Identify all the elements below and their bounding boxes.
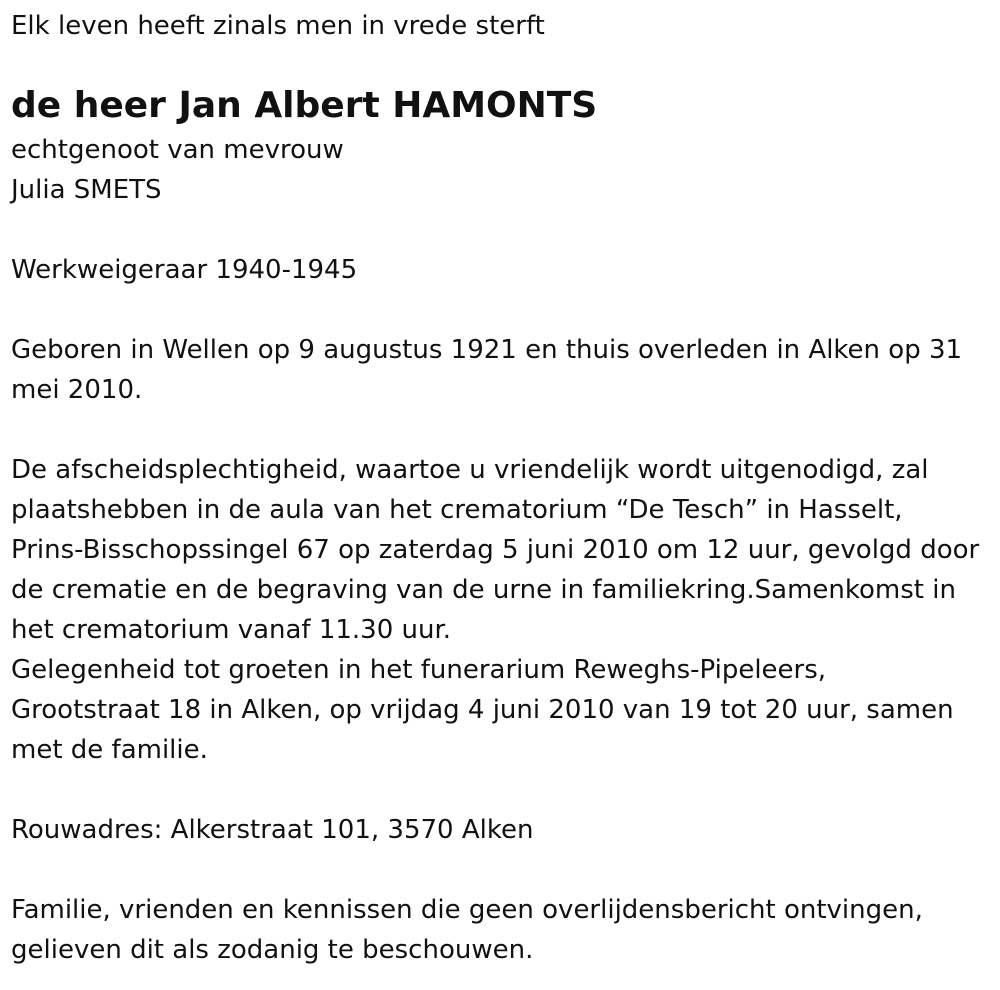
- spacer: [11, 770, 1000, 810]
- ceremony-paragraph: [11, 450, 1000, 650]
- paragraph-line: Geboren in Wellen op 9 augustus 1921 en thuis overleden in Alken op 31: [11, 335, 963, 365]
- spacer: [11, 290, 1000, 330]
- paragraph-line: gelieven dit als zodanig te beschouwen.: [11, 935, 534, 965]
- spouse-line-2: Julia SMETS: [11, 175, 162, 205]
- spacer: [11, 850, 1000, 890]
- paragraph-line: De afscheidsplechtigheid, waartoe u vriendelijk wordt uitgenodigd, zal: [11, 455, 929, 485]
- paragraph-line: Gelegenheid tot groeten in het funerarium Reweghs-Pipeleers,: [11, 655, 827, 685]
- visitation-paragraph: [11, 650, 1000, 770]
- paragraph-line: het crematorium vanaf 11.30 uur.: [11, 615, 452, 645]
- opening-quote: Elk leven heeft zinals men in vrede sterft: [11, 11, 545, 41]
- paragraph-line: Grootstraat 18 in Alken, op vrijdag 4 juni 2010 van 19 tot 20 uur, samen: [11, 695, 954, 725]
- paragraph-line: mei 2010.: [11, 375, 143, 405]
- paragraph-line: Familie, vrienden en kennissen die geen overlijdensbericht ontvingen,: [11, 895, 923, 925]
- deceased-name: de heer Jan Albert HAMONTS: [11, 85, 598, 126]
- notice-paragraph: [11, 890, 1000, 970]
- birth-death-paragraph: [11, 330, 1000, 410]
- spacer: [11, 410, 1000, 450]
- paragraph-line: de crematie en de begraving van de urne in familiekring.Samenkomst in: [11, 575, 956, 605]
- paragraph-line: Prins-Bisschopssingel 67 op zaterdag 5 juni 2010 om 12 uur, gevolgd door: [11, 535, 980, 565]
- paragraph-line: met de familie.: [11, 735, 208, 765]
- honorary-title: Werkweigeraar 1940-1945: [11, 255, 358, 285]
- paragraph-line: plaatshebben in de aula van het crematorium “De Tesch” in Hasselt,: [11, 495, 903, 525]
- mourning-address: Rouwadres: Alkerstraat 101, 3570 Alken: [11, 815, 534, 845]
- spouse-line-1: echtgenoot van mevrouw: [11, 135, 344, 165]
- spacer: [11, 210, 1000, 250]
